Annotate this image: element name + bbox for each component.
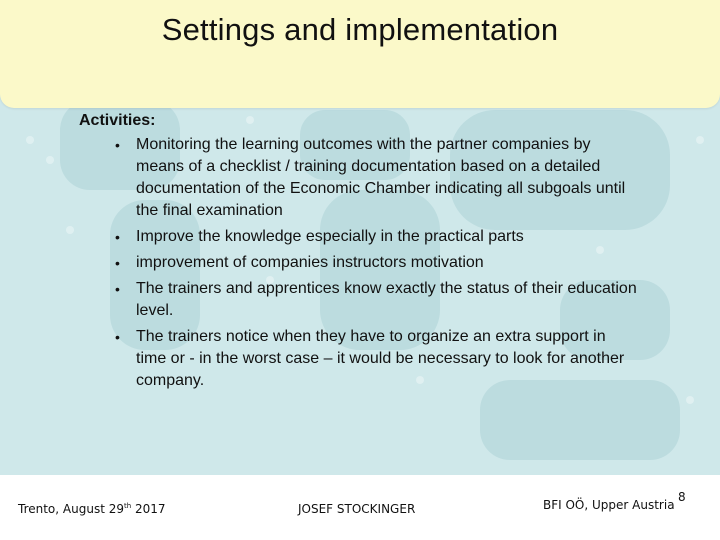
list-item bbox=[115, 278, 639, 322]
bullet-text: Improve the knowledge especially in the practical parts bbox=[136, 228, 524, 245]
title-bar bbox=[0, 0, 720, 108]
footer-organization: BFI OÖ, Upper Austria bbox=[543, 498, 675, 512]
bullet-text: The trainers notice when they have to organize an extra support in time or - in the worst case – it would be necessary to look for another company. bbox=[136, 328, 625, 389]
bullet-text: Monitoring the learning outcomes with the partner companies by means of a checklist / training documentation based on a detailed documentation of the Economic Chamber indicating all subgoals until the final examination bbox=[136, 136, 626, 219]
footer-date-year: 2017 bbox=[131, 502, 166, 516]
list-item bbox=[115, 252, 639, 274]
list-item bbox=[115, 326, 639, 392]
bullet-icon: • bbox=[115, 255, 120, 271]
bullet-text: improvement of companies instructors motivation bbox=[136, 254, 484, 271]
bullet-icon: • bbox=[115, 229, 120, 245]
bullet-icon: • bbox=[115, 281, 120, 297]
footer-presenter: JOSEF STOCKINGER bbox=[298, 502, 416, 516]
list-item bbox=[115, 226, 639, 248]
bullet-text: The trainers and apprentices know exactly the status of their education level. bbox=[136, 280, 637, 319]
footer bbox=[0, 475, 720, 540]
footer-date-text: Trento, August 29 bbox=[18, 502, 124, 516]
footer-date bbox=[18, 502, 166, 516]
page-number: 8 bbox=[678, 490, 686, 504]
bullet-list bbox=[79, 134, 639, 392]
slide-title: Settings and implementation bbox=[161, 12, 559, 47]
footer-date-ordinal: th bbox=[123, 502, 132, 510]
activities-heading: Activities: bbox=[79, 112, 156, 129]
bullet-icon: • bbox=[115, 329, 120, 345]
bullet-icon: • bbox=[115, 137, 120, 153]
list-item bbox=[115, 134, 639, 222]
content-area bbox=[79, 110, 639, 396]
